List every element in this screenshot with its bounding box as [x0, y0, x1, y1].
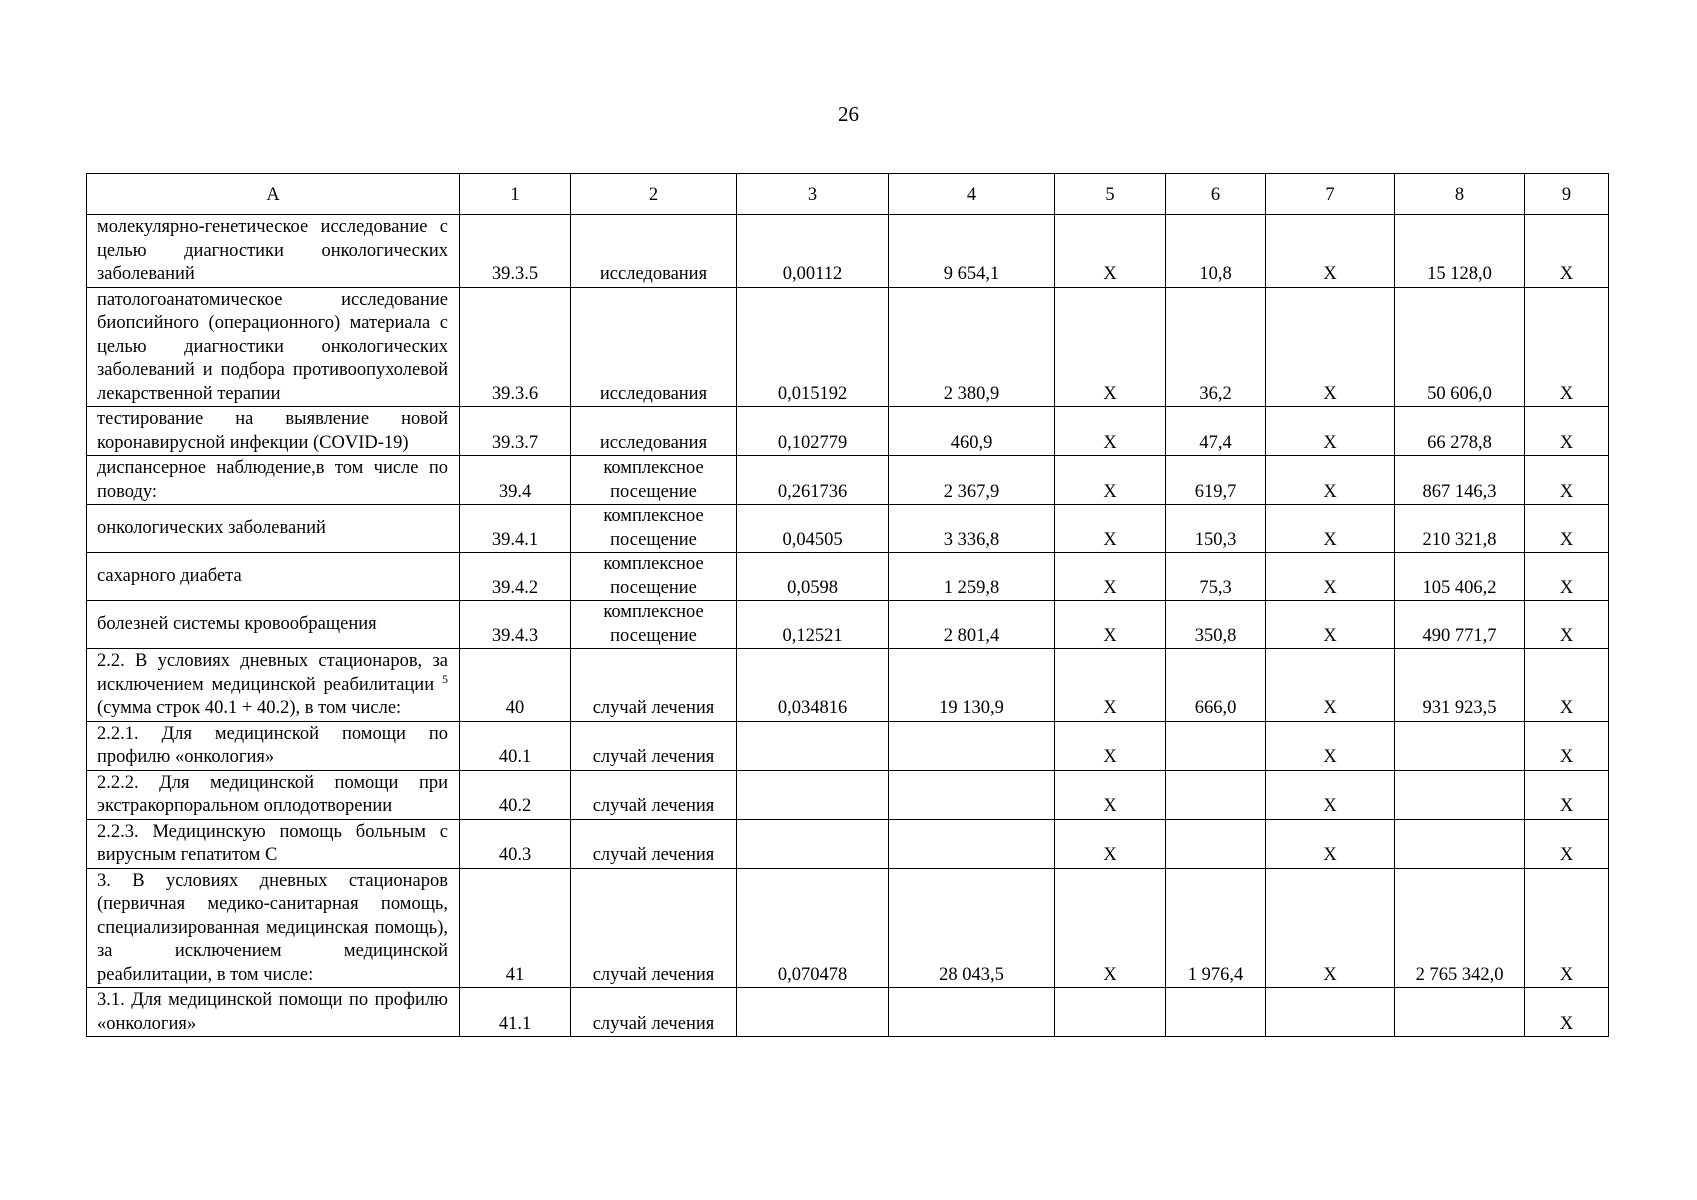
row-col6: 10,8 — [1166, 215, 1266, 288]
row-col8: 15 128,0 — [1395, 215, 1525, 288]
table-row — [87, 649, 1609, 722]
row-unit-line1: комплексное — [603, 602, 704, 622]
row-unit — [571, 553, 737, 601]
row-unit: случай лечения — [571, 819, 737, 868]
row-col9: Х — [1525, 649, 1609, 722]
row-col8: 50 606,0 — [1395, 287, 1525, 407]
row-col6: 75,3 — [1166, 553, 1266, 601]
row-col4: 19 130,9 — [889, 649, 1055, 722]
row-unit — [571, 456, 737, 505]
row-col3 — [737, 721, 889, 770]
row-col6: 666,0 — [1166, 649, 1266, 722]
row-col7: Х — [1266, 721, 1395, 770]
row-col6 — [1166, 770, 1266, 819]
header-cell-9: 9 — [1525, 174, 1609, 215]
row-col7: Х — [1266, 601, 1395, 649]
row-col5: Х — [1055, 287, 1166, 407]
table-row — [87, 819, 1609, 868]
header-cell-6: 6 — [1166, 174, 1266, 215]
row-col7: Х — [1266, 770, 1395, 819]
row-col4: 2 801,4 — [889, 601, 1055, 649]
row-col7: Х — [1266, 868, 1395, 988]
row-code: 39.3.5 — [460, 215, 571, 288]
table-header-row — [87, 174, 1609, 215]
table-row — [87, 601, 1609, 649]
row-col3 — [737, 770, 889, 819]
row-code: 39.4.2 — [460, 553, 571, 601]
row-col3: 0,102779 — [737, 407, 889, 456]
header-cell-5: 5 — [1055, 174, 1166, 215]
row-code: 40.1 — [460, 721, 571, 770]
row-unit: исследования — [571, 215, 737, 288]
row-col7: Х — [1266, 215, 1395, 288]
row-col8: 490 771,7 — [1395, 601, 1525, 649]
row-col4: 3 336,8 — [889, 505, 1055, 553]
table-row — [87, 505, 1609, 553]
row-col8 — [1395, 988, 1525, 1037]
table-row — [87, 988, 1609, 1037]
row-col6: 150,3 — [1166, 505, 1266, 553]
row-col5 — [1055, 988, 1166, 1037]
row-col7: Х — [1266, 407, 1395, 456]
row-col6 — [1166, 988, 1266, 1037]
row-col9: Х — [1525, 770, 1609, 819]
row-col4 — [889, 721, 1055, 770]
row-col5: Х — [1055, 721, 1166, 770]
header-cell-3: 3 — [737, 174, 889, 215]
row-col9: Х — [1525, 721, 1609, 770]
row-unit: случай лечения — [571, 649, 737, 722]
row-unit-line2: посещение — [610, 529, 697, 550]
row-col4: 28 043,5 — [889, 868, 1055, 988]
row-name: тестирование на выявление новой коронавирусной инфекции (COVID-19) — [87, 407, 460, 456]
row-name — [87, 649, 460, 722]
row-col4: 2 380,9 — [889, 287, 1055, 407]
row-unit: случай лечения — [571, 721, 737, 770]
row-unit-line2: посещение — [610, 481, 697, 502]
row-name: 3. В условиях дневных стационаров (первичная медико-санитарная помощь, специализированная медицинская помощь), за исключением медицинской реабилитации, в том числе: — [87, 868, 460, 988]
row-col9: Х — [1525, 456, 1609, 505]
row-col8 — [1395, 819, 1525, 868]
row-unit-line1: комплексное — [603, 458, 704, 478]
table-row — [87, 721, 1609, 770]
row-name: болезней системы кровообращения — [87, 601, 460, 649]
row-col9: Х — [1525, 407, 1609, 456]
row-col8: 210 321,8 — [1395, 505, 1525, 553]
row-col6: 47,4 — [1166, 407, 1266, 456]
row-unit-line2: посещение — [610, 577, 697, 598]
row-unit-line2: посещение — [610, 625, 697, 646]
row-col3: 0,034816 — [737, 649, 889, 722]
row-col9: Х — [1525, 215, 1609, 288]
header-cell-8: 8 — [1395, 174, 1525, 215]
row-name: 2.2.3. Медицинскую помощь больным с вирусным гепатитом С — [87, 819, 460, 868]
header-cell-4: 4 — [889, 174, 1055, 215]
row-code: 39.4.1 — [460, 505, 571, 553]
row-col3: 0,015192 — [737, 287, 889, 407]
row-unit-line1: комплексное — [603, 506, 704, 526]
row-unit: случай лечения — [571, 770, 737, 819]
row-col4 — [889, 819, 1055, 868]
row-name-text: 2.2. В условиях дневных стационаров, за исключением медицинской реабилитации — [97, 651, 448, 695]
row-code: 39.4.3 — [460, 601, 571, 649]
row-col6: 619,7 — [1166, 456, 1266, 505]
row-col6 — [1166, 721, 1266, 770]
data-table — [86, 173, 1609, 1037]
row-col7: Х — [1266, 505, 1395, 553]
row-col8: 2 765 342,0 — [1395, 868, 1525, 988]
table-row — [87, 407, 1609, 456]
row-col5: Х — [1055, 819, 1166, 868]
row-col3 — [737, 988, 889, 1037]
row-col9: Х — [1525, 601, 1609, 649]
row-col4: 9 654,1 — [889, 215, 1055, 288]
row-name: молекулярно-генетическое исследование с целью диагностики онкологических заболеваний — [87, 215, 460, 288]
header-cell-2: 2 — [571, 174, 737, 215]
row-name: сахарного диабета — [87, 553, 460, 601]
row-name: диспансерное наблюдение,в том числе по поводу: — [87, 456, 460, 505]
row-col5: Х — [1055, 215, 1166, 288]
row-name: 2.2.2. Для медицинской помощи при экстракорпоральном оплодотворении — [87, 770, 460, 819]
row-code: 39.3.7 — [460, 407, 571, 456]
row-unit-line1: комплексное — [603, 554, 704, 574]
row-col8: 105 406,2 — [1395, 553, 1525, 601]
row-col5: Х — [1055, 649, 1166, 722]
row-col6: 36,2 — [1166, 287, 1266, 407]
page-number: 26 — [838, 102, 859, 126]
table-row — [87, 215, 1609, 288]
row-code: 41 — [460, 868, 571, 988]
row-col5: Х — [1055, 601, 1166, 649]
row-col8 — [1395, 770, 1525, 819]
row-name: 2.2.1. Для медицинской помощи по профилю «онкология» — [87, 721, 460, 770]
row-col9: Х — [1525, 505, 1609, 553]
table-row — [87, 456, 1609, 505]
row-col7: Х — [1266, 287, 1395, 407]
row-col5: Х — [1055, 456, 1166, 505]
row-col7: Х — [1266, 553, 1395, 601]
row-col3: 0,04505 — [737, 505, 889, 553]
row-col6 — [1166, 819, 1266, 868]
table-row — [87, 770, 1609, 819]
row-col5: Х — [1055, 407, 1166, 456]
row-code: 41.1 — [460, 988, 571, 1037]
row-col3: 0,12521 — [737, 601, 889, 649]
row-col7: Х — [1266, 819, 1395, 868]
row-unit — [571, 505, 737, 553]
row-col8 — [1395, 721, 1525, 770]
row-col6: 1 976,4 — [1166, 868, 1266, 988]
row-unit: случай лечения — [571, 988, 737, 1037]
row-col4 — [889, 988, 1055, 1037]
row-col4: 2 367,9 — [889, 456, 1055, 505]
row-col9: Х — [1525, 988, 1609, 1037]
row-code: 39.4 — [460, 456, 571, 505]
row-code: 39.3.6 — [460, 287, 571, 407]
row-col8: 931 923,5 — [1395, 649, 1525, 722]
footnote-marker: 5 — [442, 671, 448, 686]
row-col4: 460,9 — [889, 407, 1055, 456]
row-col9: Х — [1525, 287, 1609, 407]
header-cell-1: 1 — [460, 174, 571, 215]
table-row — [87, 553, 1609, 601]
row-col7: Х — [1266, 649, 1395, 722]
row-col3: 0,00112 — [737, 215, 889, 288]
row-col4 — [889, 770, 1055, 819]
row-name: 3.1. Для медицинской помощи по профилю «онкология» — [87, 988, 460, 1037]
row-col6: 350,8 — [1166, 601, 1266, 649]
row-col5: Х — [1055, 505, 1166, 553]
row-name-text-end: (сумма строк 40.1 + 40.2), в том числе: — [97, 698, 402, 718]
row-col3: 0,0598 — [737, 553, 889, 601]
row-unit: исследования — [571, 407, 737, 456]
row-col5: Х — [1055, 770, 1166, 819]
row-col3: 0,070478 — [737, 868, 889, 988]
row-col9: Х — [1525, 553, 1609, 601]
header-cell-a: А — [87, 174, 460, 215]
row-col3: 0,261736 — [737, 456, 889, 505]
row-col5: Х — [1055, 868, 1166, 988]
row-code: 40.3 — [460, 819, 571, 868]
row-col4: 1 259,8 — [889, 553, 1055, 601]
row-col9: Х — [1525, 819, 1609, 868]
row-col7: Х — [1266, 456, 1395, 505]
row-unit — [571, 601, 737, 649]
row-col7 — [1266, 988, 1395, 1037]
row-code: 40 — [460, 649, 571, 722]
row-col8: 867 146,3 — [1395, 456, 1525, 505]
row-col5: Х — [1055, 553, 1166, 601]
row-unit: случай лечения — [571, 868, 737, 988]
row-col8: 66 278,8 — [1395, 407, 1525, 456]
row-col3 — [737, 819, 889, 868]
table-row — [87, 868, 1609, 988]
row-col9: Х — [1525, 868, 1609, 988]
row-name: патологоанатомическое исследование биопсийного (операционного) материала с целью диагностики онкологических заболеваний и подбора противоопухолевой лекарственной терапии — [87, 287, 460, 407]
row-name: онкологических заболеваний — [87, 505, 460, 553]
table-row — [87, 287, 1609, 407]
header-cell-7: 7 — [1266, 174, 1395, 215]
row-code: 40.2 — [460, 770, 571, 819]
row-unit: исследования — [571, 287, 737, 407]
